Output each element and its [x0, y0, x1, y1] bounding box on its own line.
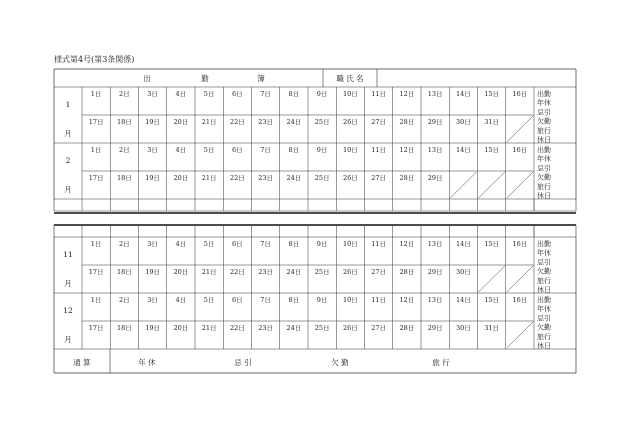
day-label: 5日	[203, 90, 215, 98]
day-label: 3日	[147, 90, 158, 98]
attendance-category: 旅行	[537, 276, 551, 285]
day-label: 12日	[399, 240, 415, 248]
month-suffix: 月	[64, 129, 72, 138]
day-label: 14日	[455, 240, 471, 248]
day-label: 24日	[286, 118, 302, 126]
day-label: 28日	[399, 174, 415, 182]
day-label: 29日	[427, 118, 443, 126]
day-label: 21日	[201, 174, 217, 182]
day-label: 14日	[455, 90, 471, 98]
attendance-category: 年休	[537, 155, 551, 164]
day-label: 7日	[260, 296, 271, 304]
day-label: 22日	[229, 324, 245, 332]
day-label: 3日	[147, 146, 158, 154]
attendance-category: 忌引	[537, 258, 551, 267]
day-label: 11日	[371, 296, 387, 304]
day-label: 6日	[232, 240, 243, 248]
attendance-category: 旅行	[537, 332, 551, 341]
attendance-category: 年休	[537, 99, 551, 108]
unused-day-slash	[507, 172, 533, 198]
day-label: 27日	[371, 118, 387, 126]
day-label: 8日	[288, 146, 300, 154]
day-label: 27日	[371, 174, 387, 182]
day-label: 5日	[203, 296, 215, 304]
register-title-char: 出	[143, 74, 151, 83]
day-label: 26日	[342, 174, 358, 182]
unused-day-slash	[507, 322, 533, 348]
day-label: 12日	[399, 296, 415, 304]
day-label: 25日	[314, 268, 330, 276]
footer-total-item: 年 休	[138, 358, 156, 367]
day-label: 23日	[258, 324, 274, 332]
attendance-category: 出勤	[537, 240, 551, 248]
day-label: 6日	[232, 90, 243, 98]
attendance-category: 年休	[537, 249, 551, 258]
day-label: 17日	[88, 268, 104, 276]
day-label: 8日	[288, 240, 300, 248]
day-label: 3日	[147, 240, 158, 248]
day-label: 20日	[173, 324, 189, 332]
day-label: 3日	[147, 296, 158, 304]
footer-total-item: 欠 勤	[331, 358, 349, 367]
attendance-category: 旅行	[537, 126, 551, 135]
total-label: 通 算	[73, 358, 91, 367]
day-label: 13日	[427, 296, 443, 304]
attendance-category: 欠勤	[537, 117, 551, 126]
day-label: 28日	[399, 268, 415, 276]
day-label: 20日	[173, 174, 189, 182]
day-label: 21日	[201, 324, 217, 332]
day-label: 13日	[427, 90, 443, 98]
day-label: 1日	[90, 240, 102, 248]
day-label: 30日	[455, 118, 471, 126]
month-suffix: 月	[64, 185, 72, 194]
day-label: 5日	[203, 146, 215, 154]
day-label: 4日	[175, 146, 187, 154]
day-label: 29日	[427, 268, 443, 276]
day-label: 10日	[342, 146, 358, 154]
day-label: 30日	[455, 268, 471, 276]
day-label: 18日	[116, 268, 132, 276]
day-label: 8日	[288, 90, 300, 98]
day-label: 2日	[119, 296, 130, 304]
day-label: 23日	[258, 268, 274, 276]
day-label: 29日	[427, 324, 443, 332]
day-label: 7日	[260, 146, 271, 154]
day-label: 9日	[316, 146, 328, 154]
attendance-category: 休日	[537, 192, 551, 200]
unused-day-slash	[507, 266, 533, 292]
day-label: 9日	[316, 296, 328, 304]
day-label: 22日	[229, 268, 245, 276]
day-label: 31日	[484, 118, 500, 126]
day-label: 25日	[314, 324, 330, 332]
day-label: 22日	[229, 174, 245, 182]
day-label: 17日	[88, 324, 104, 332]
day-label: 15日	[484, 240, 500, 248]
unused-day-slash	[450, 172, 476, 198]
day-label: 29日	[427, 174, 443, 182]
day-label: 20日	[173, 268, 189, 276]
form-number-title: 様式第4号(第3条関係)	[54, 55, 135, 64]
day-label: 12日	[399, 146, 415, 154]
day-label: 28日	[399, 324, 415, 332]
day-label: 25日	[314, 174, 330, 182]
day-label: 16日	[512, 90, 528, 98]
month-number: 12	[63, 306, 73, 315]
day-label: 28日	[399, 118, 415, 126]
attendance-category: 年休	[537, 305, 551, 314]
attendance-category: 忌引	[537, 164, 551, 173]
day-label: 2日	[119, 90, 130, 98]
day-label: 5日	[203, 240, 215, 248]
day-label: 17日	[88, 174, 104, 182]
day-label: 18日	[116, 324, 132, 332]
attendance-category: 休日	[537, 286, 551, 294]
day-label: 14日	[455, 296, 471, 304]
day-label: 21日	[201, 268, 217, 276]
day-label: 19日	[145, 268, 161, 276]
attendance-category: 出勤	[537, 146, 551, 154]
unused-day-slash	[479, 266, 505, 292]
attendance-category: 欠勤	[537, 267, 551, 276]
day-label: 10日	[342, 296, 358, 304]
day-label: 27日	[371, 324, 387, 332]
day-label: 16日	[512, 240, 528, 248]
day-label: 1日	[90, 146, 102, 154]
attendance-category: 欠勤	[537, 173, 551, 182]
register-title-char: 勤	[201, 74, 209, 83]
footer-total-item: 旅 行	[432, 358, 450, 367]
register-title-char: 簿	[257, 74, 265, 83]
day-label: 6日	[232, 296, 243, 304]
day-label: 9日	[316, 90, 328, 98]
attendance-category: 出勤	[537, 90, 551, 98]
day-label: 22日	[229, 118, 245, 126]
day-label: 26日	[342, 324, 358, 332]
day-label: 19日	[145, 174, 161, 182]
day-label: 16日	[512, 296, 528, 304]
attendance-category: 休日	[537, 342, 551, 350]
day-label: 8日	[288, 296, 300, 304]
day-label: 23日	[258, 174, 274, 182]
day-label: 15日	[484, 146, 500, 154]
day-label: 31日	[484, 324, 500, 332]
day-label: 24日	[286, 268, 302, 276]
unused-day-slash	[507, 116, 533, 142]
day-label: 10日	[342, 240, 358, 248]
day-label: 7日	[260, 240, 271, 248]
month-number: 11	[63, 250, 73, 259]
day-label: 2日	[119, 146, 130, 154]
day-label: 24日	[286, 324, 302, 332]
day-label: 21日	[201, 118, 217, 126]
day-label: 15日	[484, 296, 500, 304]
day-label: 30日	[455, 324, 471, 332]
attendance-category: 忌引	[537, 108, 551, 117]
unused-day-slash	[479, 172, 505, 198]
day-label: 11日	[371, 240, 387, 248]
month-number: 2	[65, 156, 71, 165]
day-label: 13日	[427, 240, 443, 248]
attendance-category: 旅行	[537, 182, 551, 191]
day-label: 12日	[399, 90, 415, 98]
day-label: 11日	[371, 146, 387, 154]
day-label: 24日	[286, 174, 302, 182]
day-label: 19日	[145, 118, 161, 126]
day-label: 18日	[116, 174, 132, 182]
day-label: 25日	[314, 118, 330, 126]
day-label: 9日	[316, 240, 328, 248]
day-label: 19日	[145, 324, 161, 332]
day-label: 2日	[119, 240, 130, 248]
attendance-category: 休日	[537, 136, 551, 144]
day-label: 14日	[455, 146, 471, 154]
day-label: 4日	[175, 296, 187, 304]
month-suffix: 月	[64, 335, 72, 344]
day-label: 4日	[175, 90, 187, 98]
day-label: 15日	[484, 90, 500, 98]
day-label: 6日	[232, 146, 243, 154]
day-label: 1日	[90, 296, 102, 304]
day-label: 17日	[88, 118, 104, 126]
attendance-category: 忌引	[537, 314, 551, 323]
day-label: 11日	[371, 90, 387, 98]
attendance-category: 欠勤	[537, 323, 551, 332]
day-label: 7日	[260, 90, 271, 98]
day-label: 26日	[342, 118, 358, 126]
day-label: 16日	[512, 146, 528, 154]
day-label: 23日	[258, 118, 274, 126]
month-number: 1	[65, 100, 71, 109]
day-label: 13日	[427, 146, 443, 154]
footer-total-item: 忌 引	[234, 358, 252, 367]
day-label: 20日	[173, 118, 189, 126]
day-label: 4日	[175, 240, 187, 248]
day-label: 1日	[90, 90, 102, 98]
month-suffix: 月	[64, 279, 72, 288]
day-label: 18日	[116, 118, 132, 126]
attendance-category: 出勤	[537, 296, 551, 304]
day-label: 26日	[342, 268, 358, 276]
name-label: 職 氏 名	[336, 74, 364, 83]
day-label: 27日	[371, 268, 387, 276]
day-label: 10日	[342, 90, 358, 98]
